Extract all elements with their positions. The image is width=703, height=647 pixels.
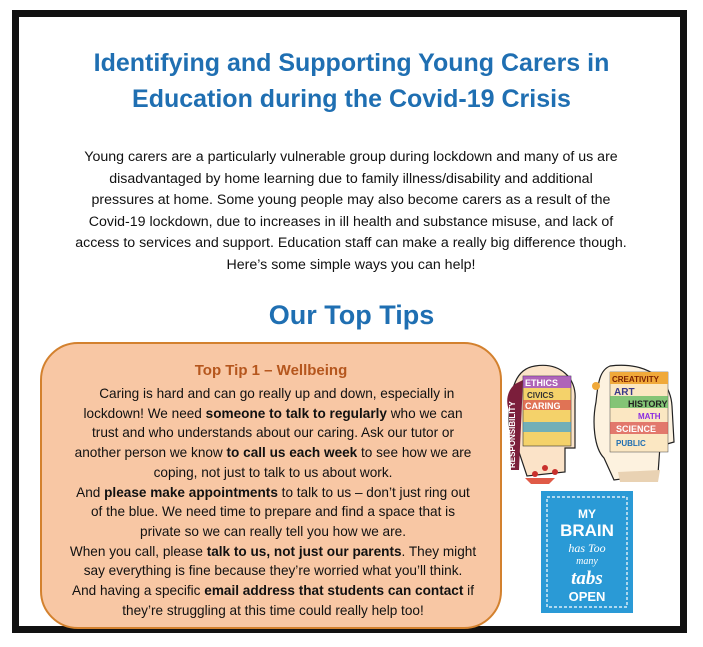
tip-text: if (463, 583, 474, 599)
tip-text: to see how we are (357, 445, 472, 461)
tips-heading: Our Top Tips (268, 300, 435, 330)
intro-line: Young carers are a particularly vulnerable group during lockdown and many of us are (84, 149, 618, 165)
tip-line: trust and who understands about our caring. Ask our tutor or (92, 425, 454, 441)
poster-line: OPEN (568, 589, 606, 604)
tip-line (52, 384, 494, 404)
caring-word: CARING (525, 401, 561, 411)
tip-text: And (76, 484, 105, 500)
tip-1-box (40, 342, 502, 629)
tip-emphasis: please make appointments (104, 484, 278, 500)
intro-line: disadvantaged by home learning due to family illness/disability and additional (109, 170, 593, 187)
intro-line: access to services and support. Education staff can make a really big difference though. (75, 235, 627, 252)
title-line-1: Identifying and Supporting Young Carers in (93, 49, 610, 77)
tip-line (52, 404, 494, 424)
tip-text: lockdown! We need (83, 405, 206, 421)
tip-emphasis: someone to talk to regularly (205, 405, 387, 421)
tip-text: Caring is hard and can go really up and down, especially in (99, 386, 455, 401)
intro-line: Covid-19 lockdown, due to increases in ill health and substance misuse, and lack of (88, 213, 614, 230)
responsibility-word: RESPONSIBILITY (508, 401, 517, 468)
tip-text: . They might (401, 543, 477, 559)
tip-line: private so we can really tell you how we are. (140, 523, 406, 539)
tip-line: say everything is fine because they’re worried what you’ll think. (83, 563, 463, 579)
intro-paragraph (33, 147, 669, 277)
ethics-word: ETHICS (525, 378, 559, 388)
tip-text: another person we know (74, 445, 227, 461)
tip-emphasis: to call us each week (226, 445, 358, 461)
tip-line (52, 542, 494, 562)
creativity-head-illustration (588, 362, 680, 484)
civics-word: CIVICS (527, 391, 554, 400)
ethics-head-illustration (505, 360, 585, 485)
poster-line: BRAIN (560, 521, 614, 540)
intro-line: Here’s some simple ways you can help! (226, 256, 476, 273)
tip-text: who we can (386, 405, 463, 421)
tip-1-body (52, 384, 494, 620)
tip-line: they’re struggling at this time could really help too! (122, 602, 424, 618)
tip-1-title: Top Tip 1 – Wellbeing (194, 362, 348, 379)
tip-text: to talk to us – don’t just ring out (277, 484, 470, 500)
tip-text: And having a specific (72, 583, 205, 599)
poster-line: many (576, 556, 598, 567)
art-word: ART (614, 387, 635, 398)
public-word: PUBLIC (616, 439, 646, 448)
history-word: HISTORY (628, 399, 668, 409)
poster-line: has Too (568, 541, 606, 555)
tip-line (52, 581, 494, 601)
math-word: MATH (638, 412, 661, 421)
tip-emphasis: talk to us, not just our parents (206, 543, 402, 559)
brain-tabs-poster (541, 491, 633, 613)
tip-line: of the blue. We need time to prepare and find a space that is (91, 504, 455, 520)
intro-line: pressures at home. Some young people may also become carers as a result of the (91, 192, 611, 209)
poster-line: MY (578, 507, 596, 521)
tip-line (52, 483, 494, 503)
poster-line: tabs (571, 568, 603, 589)
tip-line (52, 443, 494, 463)
science-word: SCIENCE (616, 424, 657, 434)
tip-line: coping, not just to talk to us about work. (153, 464, 393, 480)
creativity-word: CREATIVITY (612, 375, 659, 384)
tip-emphasis: email address that students can contact (204, 583, 464, 599)
tip-text: When you call, please (69, 543, 207, 559)
page-title (0, 45, 703, 117)
title-line-2: Education during the Covid-19 Crisis (132, 85, 571, 113)
